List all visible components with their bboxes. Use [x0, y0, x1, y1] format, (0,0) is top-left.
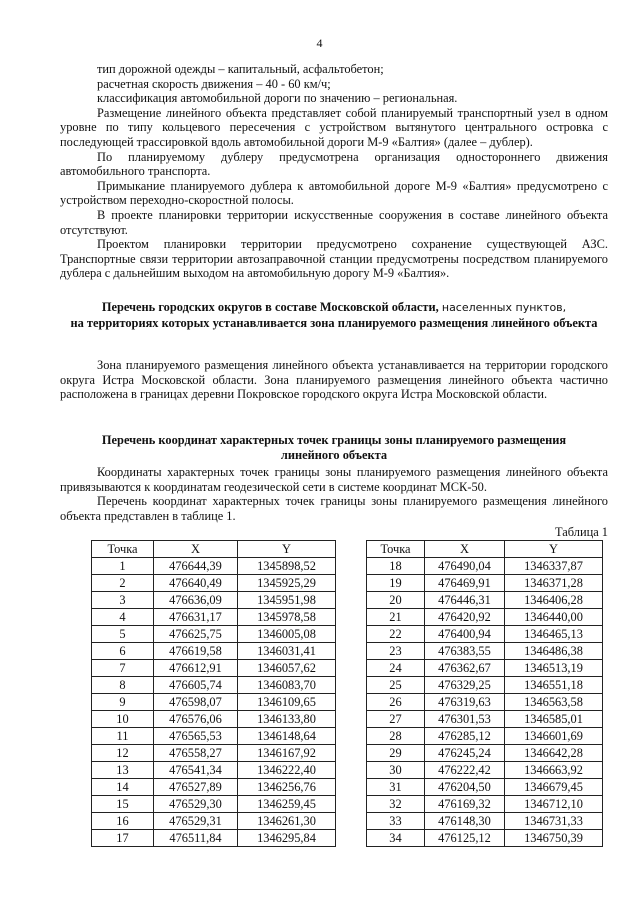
header-y: Y: [238, 541, 336, 558]
table-row: [92, 575, 336, 592]
cell-point: 21: [367, 609, 425, 626]
table-row: [367, 813, 603, 830]
table-row: [92, 677, 336, 694]
table-row: [92, 592, 336, 609]
cell-y: 1346486,38: [505, 643, 603, 660]
header-x: X: [425, 541, 505, 558]
cell-y: 1346663,92: [505, 762, 603, 779]
section1-heading: [60, 300, 608, 330]
table-row: [367, 830, 603, 847]
table-row: [92, 609, 336, 626]
table-row: [92, 813, 336, 830]
cell-y: 1346601,69: [505, 728, 603, 745]
cell-y: 1346222,40: [238, 762, 336, 779]
cell-point: 15: [92, 796, 154, 813]
cell-y: 1346133,80: [238, 711, 336, 728]
cell-point: 4: [92, 609, 154, 626]
cell-x: 476527,89: [154, 779, 238, 796]
table-row: [367, 711, 603, 728]
cell-y: 1346259,45: [238, 796, 336, 813]
cell-point: 34: [367, 830, 425, 847]
cell-point: 13: [92, 762, 154, 779]
table-row: [92, 728, 336, 745]
cell-point: 23: [367, 643, 425, 660]
cell-y: 1346585,01: [505, 711, 603, 728]
cell-y: 1346406,28: [505, 592, 603, 609]
cell-y: 1345925,29: [238, 575, 336, 592]
cell-point: 16: [92, 813, 154, 830]
section2-paragraph-coordinates: Координаты характерных точек границы зоны планируемого размещения линейного объекта привязываются к координатам геодезической сети в системе координат МСК-50.: [60, 465, 608, 494]
cell-y: 1346261,30: [238, 813, 336, 830]
section2-paragraph-table-ref: Перечень координат характерных точек границы зоны планируемого размещения линейного объекта представлен в таблице 1.: [60, 494, 608, 523]
cell-y: 1346679,45: [505, 779, 603, 796]
cell-point: 22: [367, 626, 425, 643]
table-row: [367, 728, 603, 745]
section2-heading: Перечень координат характерных точек границы зоны планируемого размещения линейного объекта: [101, 433, 567, 462]
cell-y: 1346551,18: [505, 677, 603, 694]
table-row: [367, 575, 603, 592]
cell-x: 476329,25: [425, 677, 505, 694]
cell-y: 1345978,58: [238, 609, 336, 626]
cell-x: 476362,67: [425, 660, 505, 677]
cell-y: 1346750,39: [505, 830, 603, 847]
cell-point: 28: [367, 728, 425, 745]
cell-x: 476631,17: [154, 609, 238, 626]
cell-y: 1346005,08: [238, 626, 336, 643]
table-row: [92, 830, 336, 847]
cell-y: 1346295,84: [238, 830, 336, 847]
cell-point: 24: [367, 660, 425, 677]
table-caption: Таблица 1: [555, 525, 608, 539]
cell-y: 1346563,58: [505, 694, 603, 711]
table-row: [92, 558, 336, 575]
header-y: Y: [505, 541, 603, 558]
header-point: Точка: [92, 541, 154, 558]
paragraph-gas-station: Проектом планировки территории предусмотрено сохранение существующей АЗС. Транспортные связи территории автозаправочной станции предусмотрены посредством планируемого дублера с дальнейшим выходом на автомобильную дорогу М-9 «Балтия».: [60, 237, 608, 281]
cell-y: 1346712,10: [505, 796, 603, 813]
section1-heading-inserted: населенных пунктов,: [441, 301, 567, 314]
cell-point: 9: [92, 694, 154, 711]
cell-x: 476420,92: [425, 609, 505, 626]
intro-block: [60, 62, 608, 281]
cell-x: 476125,12: [425, 830, 505, 847]
cell-x: 476169,32: [425, 796, 505, 813]
cell-point: 5: [92, 626, 154, 643]
cell-y: 1346148,64: [238, 728, 336, 745]
cell-point: 1: [92, 558, 154, 575]
table-row: [367, 626, 603, 643]
cell-point: 3: [92, 592, 154, 609]
table-row: [367, 796, 603, 813]
table-header-row: [367, 541, 603, 558]
section1-body: [60, 358, 608, 402]
cell-y: 1346465,13: [505, 626, 603, 643]
cell-x: 476636,09: [154, 592, 238, 609]
cell-point: 8: [92, 677, 154, 694]
cell-x: 476640,49: [154, 575, 238, 592]
cell-y: 1346083,70: [238, 677, 336, 694]
table-row: [367, 660, 603, 677]
cell-point: 10: [92, 711, 154, 728]
table-row: [92, 796, 336, 813]
cell-y: 1346337,87: [505, 558, 603, 575]
cell-y: 1346167,92: [238, 745, 336, 762]
cell-y: 1345898,52: [238, 558, 336, 575]
cell-x: 476319,63: [425, 694, 505, 711]
section1-text: Зона планируемого размещения линейного объекта устанавливается на территории городского округа Истра Московской области. Зона планируемого размещения линейного объекта частично расположена в границах деревни Покровское городского округа Истра Московской области.: [60, 358, 608, 402]
cell-x: 476541,34: [154, 762, 238, 779]
cell-point: 29: [367, 745, 425, 762]
cell-y: 1346031,41: [238, 643, 336, 660]
table-row: [92, 643, 336, 660]
table-row: [367, 745, 603, 762]
cell-y: 1346513,19: [505, 660, 603, 677]
cell-x: 476490,04: [425, 558, 505, 575]
paragraph-structures: В проекте планировки территории искусственные сооружения в составе линейного объекта отсутствуют.: [60, 207, 608, 237]
table-row: [92, 711, 336, 728]
cell-point: 17: [92, 830, 154, 847]
cell-point: 2: [92, 575, 154, 592]
cell-x: 476644,39: [154, 558, 238, 575]
cell-x: 476576,06: [154, 711, 238, 728]
cell-point: 27: [367, 711, 425, 728]
cell-x: 476148,30: [425, 813, 505, 830]
table-header-row: [92, 541, 336, 558]
section1-heading-part1: Перечень городских округов в составе Московской области,: [101, 300, 439, 314]
cell-x: 476625,75: [154, 626, 238, 643]
table-row: [92, 660, 336, 677]
cell-point: 33: [367, 813, 425, 830]
cell-y: 1346642,28: [505, 745, 603, 762]
cell-x: 476529,31: [154, 813, 238, 830]
header-point: Точка: [367, 541, 425, 558]
intro-line-speed: расчетная скорость движения – 40 - 60 км/ч;: [97, 76, 331, 91]
table-row: [92, 626, 336, 643]
paragraph-placement: Размещение линейного объекта представляет собой планируемый транспортный узел в одном уровне по типу кольцевого пересечения с устройством вытянутого центрального островка с последующей трассировкой вдоль автомобильной дороги М-9 «Балтия» (далее – дублер).: [60, 105, 608, 149]
cell-point: 6: [92, 643, 154, 660]
cell-point: 19: [367, 575, 425, 592]
table-row: [367, 762, 603, 779]
table-row: [92, 779, 336, 796]
cell-point: 18: [367, 558, 425, 575]
cell-x: 476469,91: [425, 575, 505, 592]
cell-point: 7: [92, 660, 154, 677]
table-row: [92, 762, 336, 779]
table-row: [92, 694, 336, 711]
cell-point: 11: [92, 728, 154, 745]
cell-x: 476558,27: [154, 745, 238, 762]
cell-point: 26: [367, 694, 425, 711]
cell-x: 476383,55: [425, 643, 505, 660]
cell-x: 476598,07: [154, 694, 238, 711]
cell-y: 1346057,62: [238, 660, 336, 677]
coordinates-table-left: [91, 540, 336, 847]
cell-point: 14: [92, 779, 154, 796]
cell-x: 476565,53: [154, 728, 238, 745]
cell-x: 476446,31: [425, 592, 505, 609]
table-row: [92, 745, 336, 762]
cell-x: 476619,58: [154, 643, 238, 660]
table-row: [367, 558, 603, 575]
cell-point: 25: [367, 677, 425, 694]
table-row: [367, 592, 603, 609]
cell-y: 1346731,33: [505, 813, 603, 830]
cell-x: 476605,74: [154, 677, 238, 694]
section2-body: [60, 465, 608, 523]
cell-x: 476511,84: [154, 830, 238, 847]
cell-y: 1346109,65: [238, 694, 336, 711]
cell-point: 12: [92, 745, 154, 762]
intro-line-classification: классификация автомобильной дороги по значению – региональная.: [97, 91, 458, 106]
intro-line-road-surface: тип дорожной одежды – капитальный, асфальтобетон;: [97, 62, 384, 76]
cell-x: 476285,12: [425, 728, 505, 745]
cell-y: 1346256,76: [238, 779, 336, 796]
table-row: [367, 694, 603, 711]
cell-point: 31: [367, 779, 425, 796]
paragraph-junction: Примыкание планируемого дублера к автомобильной дороге М-9 «Балтия» предусмотрено с устройством переходно-скоростной полосы.: [60, 178, 608, 208]
page-number: 4: [316, 36, 323, 50]
cell-point: 20: [367, 592, 425, 609]
cell-x: 476529,30: [154, 796, 238, 813]
table-row: [367, 643, 603, 660]
cell-x: 476222,42: [425, 762, 505, 779]
header-x: X: [154, 541, 238, 558]
cell-y: 1345951,98: [238, 592, 336, 609]
cell-x: 476245,24: [425, 745, 505, 762]
table-row: [367, 779, 603, 796]
cell-x: 476612,91: [154, 660, 238, 677]
cell-x: 476301,53: [425, 711, 505, 728]
section1-heading-part2: на территориях которых устанавливается зона планируемого размещения линейного объекта: [70, 315, 598, 330]
table-row: [367, 609, 603, 626]
table-row: [367, 677, 603, 694]
coordinates-table-right: [366, 540, 603, 847]
cell-y: 1346440,00: [505, 609, 603, 626]
cell-y: 1346371,28: [505, 575, 603, 592]
cell-point: 32: [367, 796, 425, 813]
cell-point: 30: [367, 762, 425, 779]
cell-x: 476400,94: [425, 626, 505, 643]
cell-x: 476204,50: [425, 779, 505, 796]
paragraph-one-way: По планируемому дублеру предусмотрена организация одностороннего движения автомобильного транспорта.: [60, 149, 608, 179]
